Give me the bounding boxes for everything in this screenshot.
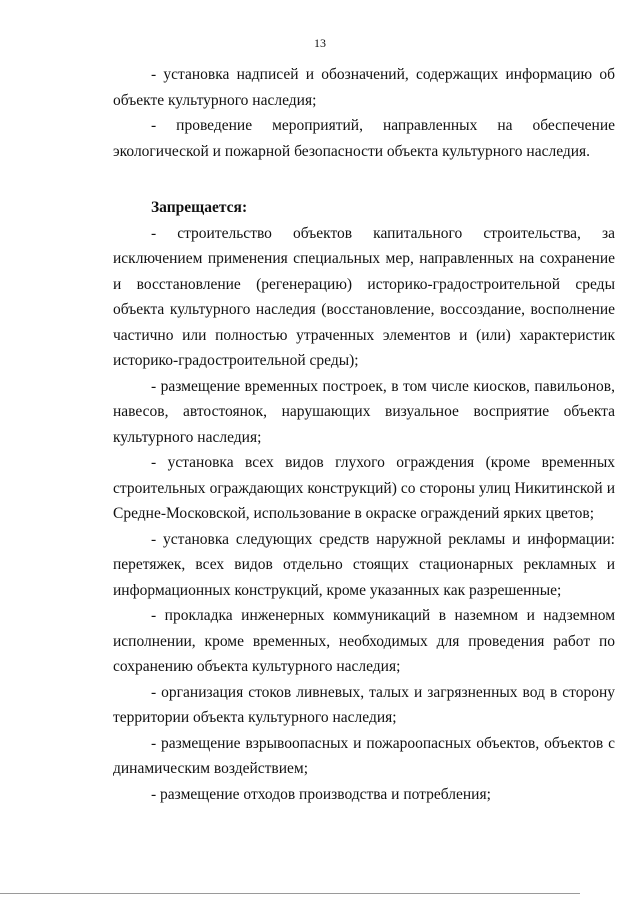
prohibited-item-outdoor-advertising: - установка следующих средств наружной рекламы и информации: перетяжек, всех видов отдельно стоящих стационарных рекламных и информационных конструкций, кроме указанных как разрешенные; <box>113 530 615 599</box>
prohibited-item-waste-disposal: - размещение отходов производства и потребления; <box>151 785 491 803</box>
prohibited-item-solid-fencing: - установка всех видов глухого ограждения (кроме временных строительных ограждающих конструкций) со стороны улиц Никитинской и Средне-Московской, использование в окраске ограждений ярких цветов; <box>113 454 615 522</box>
intro-item-signage: - установка надписей и обозначений, содержащих информацию об объекте культурного наследия; <box>113 66 615 109</box>
prohibited-item-construction: - строительство объектов капитального строительства, за исключением применения специальных мер, направленных на сохранение и восстановление (регенерацию) историко-градостроительной среды объекта культурного наследия (восстановление, воссоздание, восполнение частично или полностью утраченных элементов и (или) характеристик историко-градостроительной среды); <box>113 224 615 369</box>
prohibited-item-water-drainage: - организация стоков ливневых, талых и загрязненных вод в сторону территории объекта культурного наследия; <box>113 683 615 726</box>
scan-edge-line <box>0 893 580 894</box>
prohibited-heading: Запрещается: <box>151 199 248 216</box>
prohibited-item-temporary-buildings: - размещение временных построек, в том числе киосков, павильонов, навесов, автостоянок, нарушающих визуальное восприятие объекта культурного наследия; <box>113 377 615 446</box>
prohibited-item-utility-lines: - прокладка инженерных коммуникаций в наземном и надземном исполнении, кроме временных, необходимых для проведения работ по сохранению объекта культурного наследия; <box>113 607 615 675</box>
document-body <box>113 62 615 807</box>
intro-item-safety-measures: - проведение мероприятий, направленных на обеспечение экологической и пожарной безопасности объекта культурного наследия. <box>113 117 615 160</box>
prohibited-item-hazardous-objects: - размещение взрывоопасных и пожароопасных объектов, объектов с динамическим воздействием; <box>113 734 615 777</box>
page-number: 13 <box>314 36 326 50</box>
